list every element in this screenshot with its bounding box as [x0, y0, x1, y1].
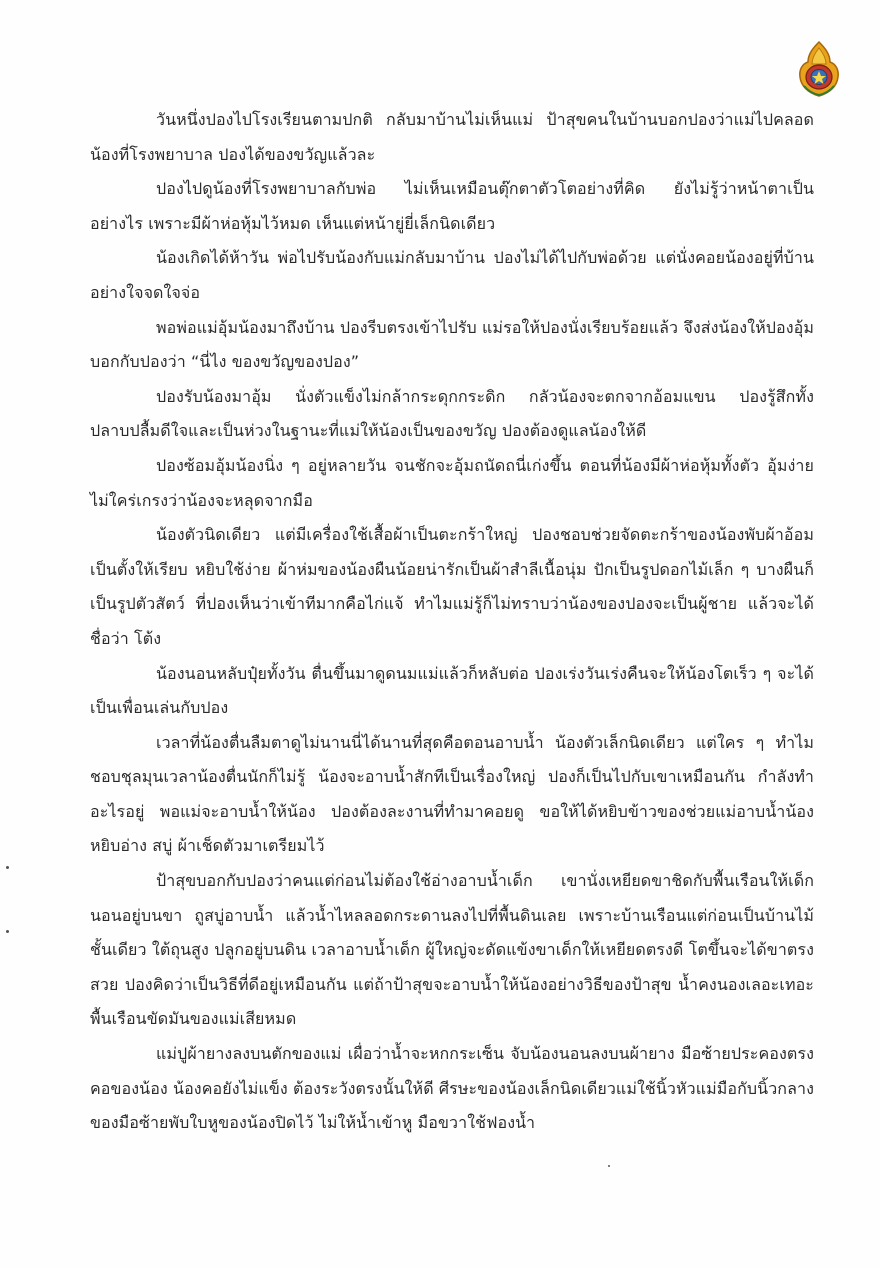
- paragraph-7: น้องตัวนิดเดียว แต่มีเครื่องใช้เสื้อผ้าเป็นตะกร้าใหญ่ ปองชอบช่วยจัดตะกร้าของน้องพับผ้าอ้อมเป็นตั้งให้เรียบ หยิบใช้ง่าย ผ้าห่มของน้องผืนน้อยน่ารักเป็นผ้าสำลีเนื้อนุ่ม ปักเป็นรูปดอกไม้เล็ก ๆ บางผืนก็เป็นรูปตัวสัตว์ ที่ปองเห็นว่าเข้าทีมากคือไก่แจ้ ทำไมแม่รู้ก็ไม่ทราบว่าน้องของปองจะเป็นผู้ชาย แล้วจะได้ชื่อว่า โต้ง: [90, 525, 814, 648]
- document-body: [90, 103, 814, 1141]
- paragraph-2: ปองไปดูน้องที่โรงพยาบาลกับพ่อ ไม่เห็นเหมือนตุ๊กตาตัวโตอย่างที่คิด ยังไม่รู้ว่าหน้าตาเป็นอย่างไร เพราะมีผ้าห่อหุ้มไว้หมด เห็นแต่หน้ายู่ยี่เล็กนิดเดียว: [90, 179, 814, 233]
- school-crest-icon: [796, 40, 842, 98]
- paragraph-6: ปองซ้อมอุ้มน้องนิ่ง ๆ อยู่หลายวัน จนชักจะอุ้มถนัดถนี่เก่งขึ้น ตอนที่น้องมีผ้าห่อหุ้มทั้งตัว อุ้มง่าย ไม่ใคร่เกรงว่าน้องจะหลุดจากมือ: [90, 455, 814, 510]
- scan-speck: [6, 866, 9, 869]
- paragraph-4: พอพ่อแม่อุ้มน้องมาถึงบ้าน ปองรีบตรงเข้าไปรับ แม่รอให้ปองนั่งเรียบร้อยแล้ว จึงส่งน้องให้ปองอุ้ม บอกกับปองว่า “นี่ไง ของขวัญของปอง”: [90, 317, 814, 372]
- scan-speck: [6, 930, 9, 933]
- paragraph-9: เวลาที่น้องตื่นลืมตาดูไม่นานนี่ได้นานที่สุดคือตอนอาบน้ำ น้องตัวเล็กนิดเดียว แต่ใคร ๆ ทำไมชอบชุลมุนเวลาน้องตื่นนักก็ไม่รู้ น้องจะอาบน้ำสักทีเป็นเรื่องใหญ่ ปองก็เป็นไปกับเขาเหมือนกัน กำลังทำอะไรอยู่ พอแม่จะอาบน้ำให้น้อง ปองต้องละงานที่ทำมาคอยดู ขอให้ได้หยิบข้าวของช่วยแม่อาบน้ำน้อง หยิบอ่าง สบู่ ผ้าเช็ดตัวมาเตรียมไว้: [90, 732, 814, 856]
- paragraph-3: น้องเกิดได้ห้าวัน พ่อไปรับน้องกับแม่กลับมาบ้าน ปองไม่ได้ไปกับพ่อด้วย แต่นั่งคอยน้องอยู่ที่บ้านอย่างใจจดใจจ่อ: [90, 248, 814, 302]
- paragraph-8: น้องนอนหลับปุ๋ยทั้งวัน ตื่นขึ้นมาดูดนมแม่แล้วก็หลับต่อ ปองเร่งวันเร่งคืนจะให้น้องโตเร็ว ๆ จะได้เป็นเพื่อนเล่นกับปอง: [90, 663, 814, 718]
- paragraph-1: วันหนึ่งปองไปโรงเรียนตามปกติ กลับมาบ้านไม่เห็นแม่ ป้าสุขคนในบ้านบอกปองว่าแม่ไปคลอดน้องที่โรงพยาบาล ปองได้ของขวัญแล้วละ: [90, 110, 814, 164]
- paragraph-5: ปองรับน้องมาอุ้ม นั่งตัวแข็งไม่กล้ากระดุกกระดิก กลัวน้องจะตกจากอ้อมแขน ปองรู้สึกทั้งปลาบปลื้มดีใจและเป็นห่วงในฐานะที่แม่ให้น้องเป็นของขวัญ ปองต้องดูแลน้องให้ดี: [90, 386, 814, 441]
- paragraph-11: แม่ปูผ้ายางลงบนตักของแม่ เผื่อว่าน้ำจะหกกระเซ็น จับน้องนอนลงบนผ้ายาง มือซ้ายประคองตรงคอของน้อง น้องคอยังไม่แข็ง ต้องระวังตรงนั้นให้ดี ศีรษะของน้องเล็กนิดเดียวแม่ใช้นิ้วหัวแม่มือกับนิ้วกลางของมือซ้ายพับใบหูของน้องปิดไว้ ไม่ให้น้ำเข้าหู มือขวาใช้ฟองน้ำ: [90, 1044, 814, 1133]
- scan-speck: [608, 1165, 610, 1167]
- paragraph-10: ป้าสุขบอกกับปองว่าคนแต่ก่อนไม่ต้องใช้อ่างอาบน้ำเด็ก เขานั่งเหยียดขาชิดกับพื้นเรือนให้เด็กนอนอยู่บนขา ถูสบู่อาบน้ำ แล้วน้ำไหลลอดกระดานลงไปที่พื้นดินเลย เพราะบ้านเรือนแต่ก่อนเป็นบ้านไม้ชั้นเดียว ใต้ถุนสูง ปลูกอยู่บนดิน เวลาอาบน้ำเด็ก ผู้ใหญ่จะดัดแข้งขาเด็กให้เหยียดตรงดี โตขึ้นจะได้ขาตรงสวย ปองคิดว่าเป็นวิธีที่ดีอยู่เหมือนกัน แต่ถ้าป้าสุขจะอาบน้ำให้น้องอย่างวิธีของป้าสุข น้ำคงนองเลอะเทอะพื้นเรือนขัดมันของแม่เสียหมด: [90, 871, 814, 1029]
